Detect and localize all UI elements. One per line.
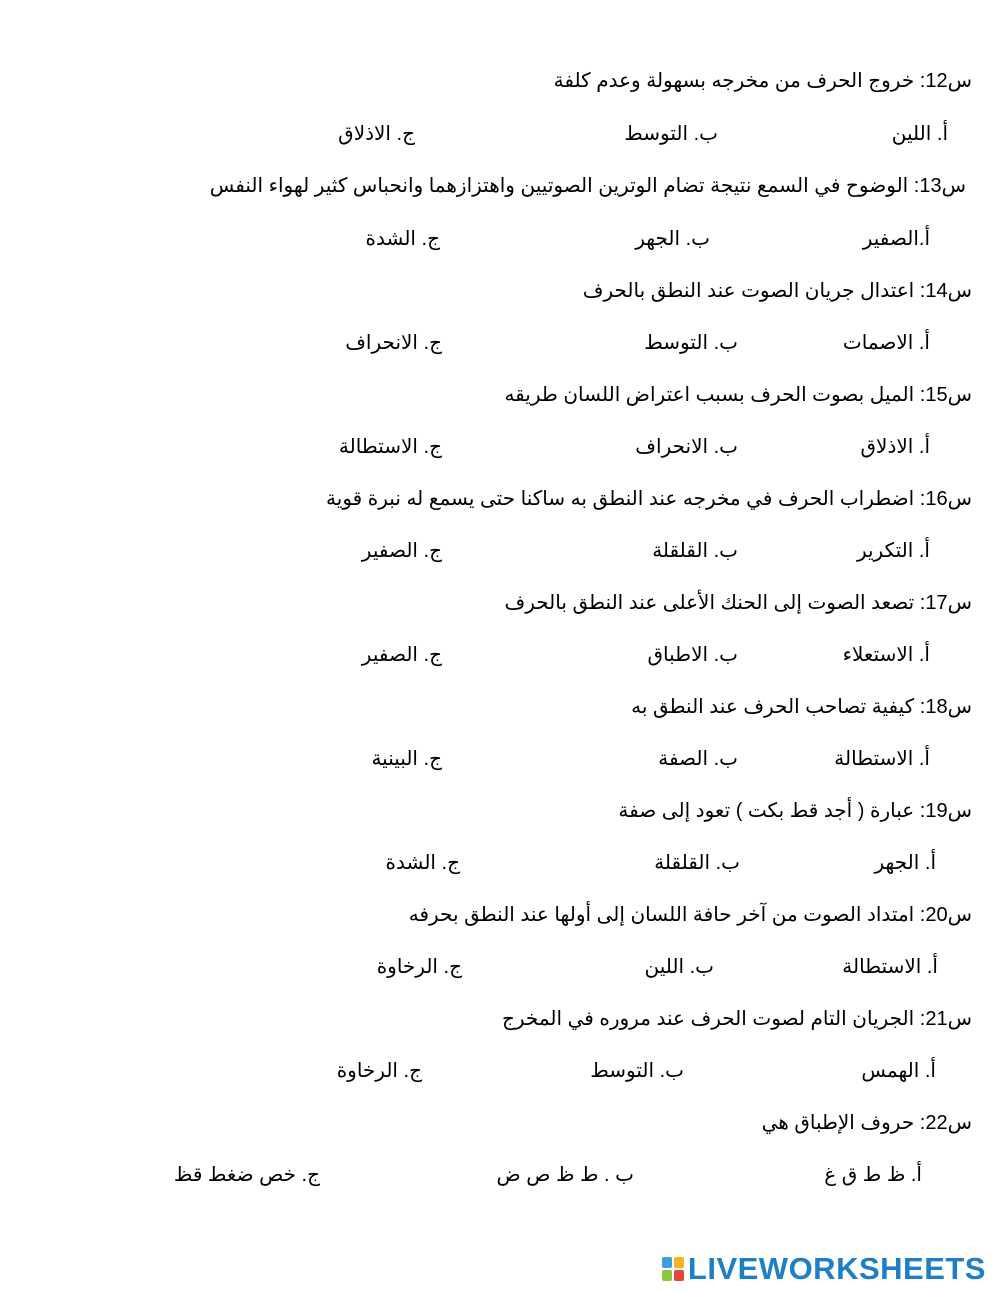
option-12-b[interactable]: ب. التوسط (624, 123, 718, 145)
question-13: س13: الوضوح في السمع نتيجة تضام الوترين الصوتيين واهتزازهما وانحباس كثير لهواء النفس (209, 175, 966, 197)
option-20-a[interactable]: أ. الاستطالة (842, 956, 938, 978)
option-19-c[interactable]: ج. الشدة (385, 852, 460, 874)
logo-square (662, 1270, 672, 1281)
option-13-c[interactable]: ج. الشدة (365, 228, 440, 250)
option-14-c[interactable]: ج. الانحراف (345, 332, 442, 354)
logo-text: LIVEWORKSHEETS (687, 1251, 986, 1286)
option-15-a[interactable]: أ. الاذلاق (860, 436, 930, 458)
option-19-b[interactable]: ب. القلقلة (654, 852, 740, 874)
option-18-a[interactable]: أ. الاستطالة (834, 748, 930, 770)
option-19-a[interactable]: أ. الجهر (874, 852, 936, 874)
option-22-c[interactable]: ج. خص ضغط قظ (173, 1164, 320, 1186)
option-17-c[interactable]: ج. الصفير (361, 644, 442, 666)
logo-mark-icon (662, 1257, 684, 1281)
option-17-b[interactable]: ب. الاطباق (647, 644, 738, 666)
option-20-b[interactable]: ب. اللين (644, 956, 714, 978)
option-14-b[interactable]: ب. التوسط (644, 332, 738, 354)
option-21-a[interactable]: أ. الهمس (861, 1060, 936, 1082)
question-20: س20: امتداد الصوت من آخر حافة اللسان إلى أولها عند النطق بحرفه (408, 904, 972, 926)
question-17: س17: تصعد الصوت إلى الحنك الأعلى عند النطق بالحرف (504, 592, 972, 614)
logo-square (674, 1270, 684, 1281)
question-15: س15: الميل بصوت الحرف بسبب اعتراض اللسان طريقه (504, 384, 972, 406)
option-21-b[interactable]: ب. التوسط (590, 1060, 684, 1082)
option-16-a[interactable]: أ. التكرير (856, 540, 930, 562)
option-18-c[interactable]: ج. البينية (371, 748, 442, 770)
option-12-c[interactable]: ج. الاذلاق (338, 123, 415, 145)
option-17-a[interactable]: أ. الاستعلاء (842, 644, 930, 666)
logo-square (674, 1257, 684, 1268)
option-22-a[interactable]: أ. ظ ط ق غ (824, 1164, 922, 1186)
question-22: س22: حروف الإطباق هي (761, 1112, 972, 1134)
option-16-b[interactable]: ب. القلقلة (652, 540, 738, 562)
option-22-b[interactable]: ب . ط ظ ص ض (496, 1164, 634, 1186)
logo-square (662, 1257, 672, 1268)
option-14-a[interactable]: أ. الاصمات (842, 332, 930, 354)
question-12: س12: خروج الحرف من مخرجه بسهولة وعدم كلفة (553, 70, 972, 92)
option-18-b[interactable]: ب. الصفة (658, 748, 738, 770)
option-15-c[interactable]: ج. الاستطالة (338, 436, 442, 458)
question-21: س21: الجريان التام لصوت الحرف عند مروره في المخرج (501, 1008, 972, 1030)
question-19: س19: عبارة ( أجد قط بكت ) تعود إلى صفة (618, 800, 972, 822)
option-12-a[interactable]: أ. اللين (891, 123, 948, 145)
question-14: س14: اعتدال جريان الصوت عند النطق بالحرف (582, 280, 972, 302)
option-15-b[interactable]: ب. الانحراف (635, 436, 738, 458)
option-20-c[interactable]: ج. الرخاوة (376, 956, 462, 978)
question-18: س18: كيفية تصاحب الحرف عند النطق به (631, 696, 972, 718)
option-21-c[interactable]: ج. الرخاوة (336, 1060, 422, 1082)
option-13-a[interactable]: أ.الصفير (862, 228, 930, 250)
question-16: س16: اضطراب الحرف في مخرجه عند النطق به ساكنا حتى يسمع له نبرة قوية (326, 488, 972, 510)
option-16-c[interactable]: ج. الصفير (361, 540, 442, 562)
option-13-b[interactable]: ب. الجهر (635, 228, 710, 250)
liveworksheets-logo (662, 1252, 986, 1286)
